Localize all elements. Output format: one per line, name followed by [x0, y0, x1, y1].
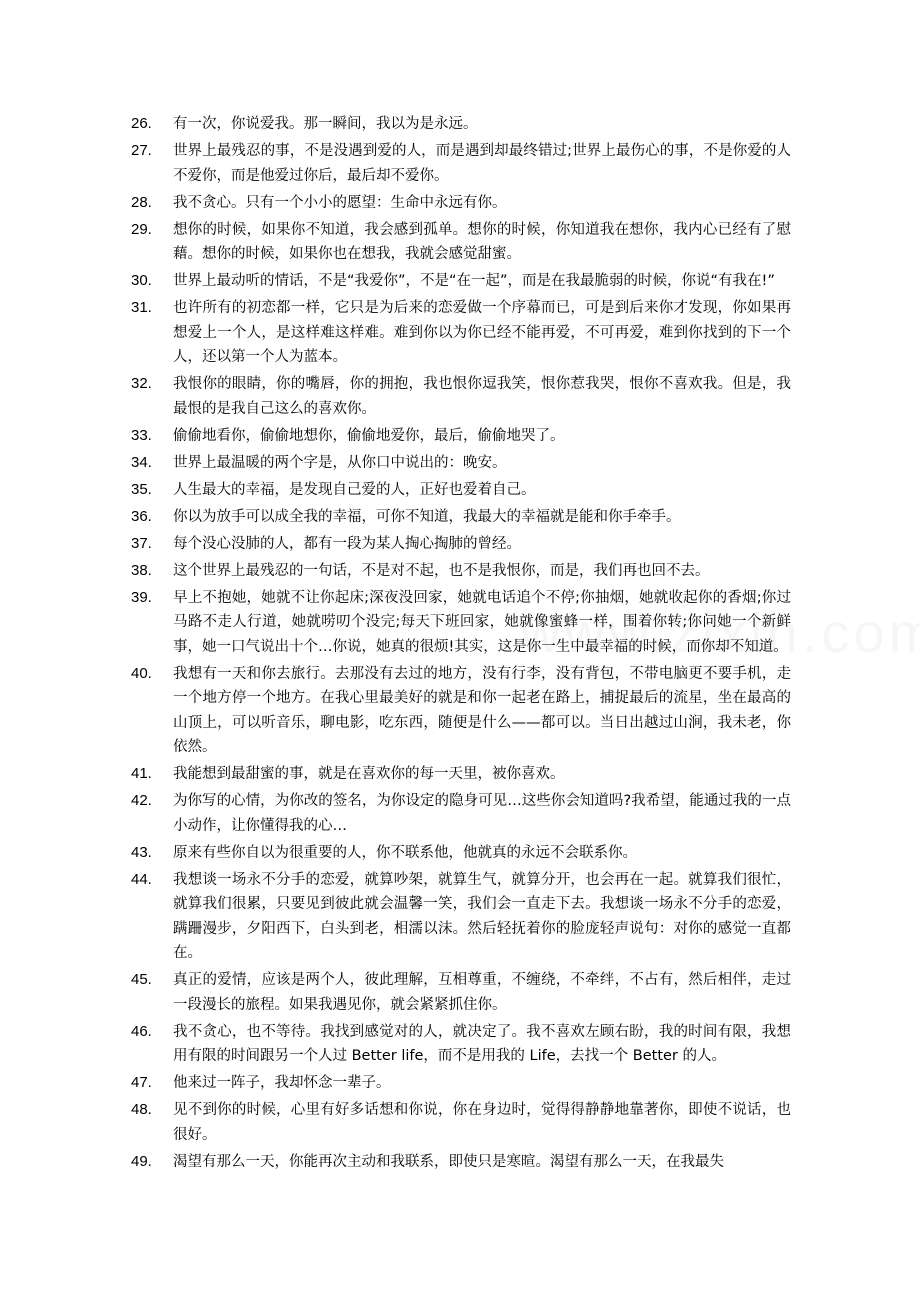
list-item — [131, 424, 791, 449]
item-text: 我想有一天和你去旅行。去那没有去过的地方，没有行李，没有背包，不带电脑更不要手机，走一个地方停一个地方。在我心里最美好的就是和你一起老在路上，捕捉最后的流星，坐在最高的山顶上，可以听音乐，聊电影，吃东西，随便是什么——都可以。当日出越过山涧，我未老，你依然。 — [173, 665, 791, 755]
item-number: 42. — [131, 792, 152, 809]
item-number: 38. — [131, 561, 152, 579]
item-text: 我能想到最甜蜜的事，就是在喜欢你的每一天里，被你喜欢。 — [173, 766, 565, 782]
item-number: 26. — [131, 115, 152, 132]
item-text: 你以为放手可以成全我的幸福，可你不知道，我最大的幸福就是能和你手牵手。 — [173, 508, 681, 525]
list-item — [131, 841, 791, 866]
list-item — [131, 868, 791, 966]
item-number: 28. — [131, 193, 152, 211]
item-number: 34. — [131, 453, 152, 471]
item-number: 29. — [131, 220, 152, 238]
item-number: 33. — [131, 426, 152, 444]
list-item — [131, 762, 791, 787]
list-item — [131, 586, 791, 660]
list-item — [131, 296, 791, 370]
item-text: 人生最大的幸福，是发现自己爱的人，正好也爱着自己。 — [173, 481, 536, 498]
item-text: 为你写的心情，为你改的签名，为你设定的隐身可见…这些你会知道吗?我希望，能通过我的一点小动作，让你懂得我的心… — [173, 793, 791, 834]
list-item — [131, 269, 791, 294]
list-item — [131, 139, 791, 188]
item-text: 他来过一阵子，我却怀念一辈子。 — [173, 1075, 391, 1091]
item-number: 30. — [131, 272, 152, 289]
item-text: 我不贪心。只有一个小小的愿望：生命中永远有你。 — [173, 194, 507, 211]
item-text: 这个世界上最残忍的一句话，不是对不起，也不是我恨你，而是，我们再也回不去。 — [173, 562, 710, 579]
item-number: 35. — [131, 480, 152, 498]
list-item — [131, 218, 791, 267]
item-number: 43. — [131, 843, 152, 861]
item-number: 27. — [131, 142, 152, 159]
item-text: 也许所有的初恋都一样，它只是为后来的恋爱做一个序幕而已，可是到后来你才发现，你如果再想爱上一个人，是这样难这样难。难到你以为你已经不能再爱，不可再爱，难到你找到的下一个人，还以第一个人为蓝本。 — [173, 300, 791, 365]
list-item — [131, 505, 791, 530]
item-text: 我不贪心，也不等待。我找到感觉对的人，就决定了。我不喜欢左顾右盼，我的时间有限，我想用有限的时间跟另一个人过 Better life，而不是用我的 Life，去找一个 Better 的人。 — [173, 1023, 791, 1064]
list-item — [131, 478, 791, 503]
item-text: 世界上最动听的情话，不是“我爱你”，不是“在一起”，而是在我最脆弱的时候，你说“有我在!” — [173, 273, 775, 289]
list-item — [131, 112, 791, 137]
item-number: 32. — [131, 375, 152, 392]
item-number: 44. — [131, 870, 152, 888]
item-number: 48. — [131, 1101, 152, 1118]
item-text: 想你的时候，如果你不知道，我会感到孤单。想你的时候，你知道我在想你，我内心已经有了慰藉。想你的时候，如果你也在想我，我就会感觉甜蜜。 — [173, 221, 791, 262]
list-item — [131, 191, 791, 216]
item-number: 37. — [131, 534, 152, 552]
list-item — [131, 968, 791, 1017]
list-item — [131, 789, 791, 838]
item-text: 我恨你的眼睛，你的嘴唇，你的拥抱，我也恨你逗我笑，恨你惹我哭，恨你不喜欢我。但是，我最恨的是我自己这么的喜欢你。 — [173, 376, 791, 417]
item-number: 47. — [131, 1074, 152, 1091]
item-number: 40. — [131, 664, 152, 682]
item-text: 偷偷地看你，偷偷地想你，偷偷地爱你，最后，偷偷地哭了。 — [173, 427, 565, 444]
item-text: 世界上最残忍的事，不是没遇到爱的人，而是遇到却最终错过;世界上最伤心的事，不是你爱的人不爱你，而是他爱过你后，最后却不爱你。 — [173, 143, 791, 184]
list-item — [131, 372, 791, 421]
list-item — [131, 1071, 791, 1096]
list-item — [131, 1150, 791, 1175]
item-number: 39. — [131, 588, 152, 606]
item-number: 45. — [131, 971, 152, 988]
item-text: 见不到你的时候，心里有好多话想和你说，你在身边时，觉得得静静地靠著你，即使不说话，也很好。 — [173, 1102, 791, 1143]
item-text: 真正的爱情，应该是两个人，彼此理解，互相尊重，不缠绕，不牵绊，不占有，然后相伴，走过一段漫长的旅程。如果我遇见你，就会紧紧抓住你。 — [173, 972, 791, 1013]
list-item — [131, 662, 791, 760]
list-item — [131, 559, 791, 584]
item-text: 我想谈一场永不分手的恋爱，就算吵架，就算生气，就算分开，也会再在一起。就算我们很忙，就算我们很累，只要见到彼此就会温馨一笑，我们会一直走下去。我想谈一场永不分手的恋爱，蹒跚漫步，夕阳西下，白头到老，相濡以沫。然后轻抚着你的脸庞轻声说句：对你的感觉一直都在。 — [173, 871, 791, 961]
item-number: 31. — [131, 299, 152, 316]
item-number: 36. — [131, 507, 152, 525]
list-item — [131, 1020, 791, 1069]
list-item — [131, 1098, 791, 1147]
item-text: 世界上最温暖的两个字是，从你口中说出的：晚安。 — [173, 454, 507, 471]
item-number: 49. — [131, 1152, 152, 1170]
item-number: 46. — [131, 1022, 152, 1040]
list-item — [131, 451, 791, 476]
item-text: 有一次，你说爱我。那一瞬间，我以为是永远。 — [173, 116, 478, 132]
item-text: 渴望有那么一天，你能再次主动和我联系，即使只是寒暄。渴望有那么一天，在我最失 — [173, 1153, 724, 1170]
item-text: 每个没心没肺的人，都有一段为某人掏心掏肺的曾经。 — [173, 535, 521, 552]
item-text: 早上不抱她，她就不让你起床;深夜没回家，她就电话追个不停;你抽烟，她就收起你的香烟;你过马路不走人行道，她就唠叨个没完;每天下班回家，她就像蜜蜂一样，围着你转;你问她一个新鲜事，她一口气说出十个…你说，她真的很烦!其实，这是你一生中最幸福的时候，而你却不知道。 — [173, 589, 791, 655]
item-number: 41. — [131, 765, 152, 782]
item-text: 原来有些你自以为很重要的人，你不联系他，他就真的永远不会联系你。 — [173, 844, 637, 861]
quote-list — [131, 112, 791, 1177]
list-item — [131, 532, 791, 557]
